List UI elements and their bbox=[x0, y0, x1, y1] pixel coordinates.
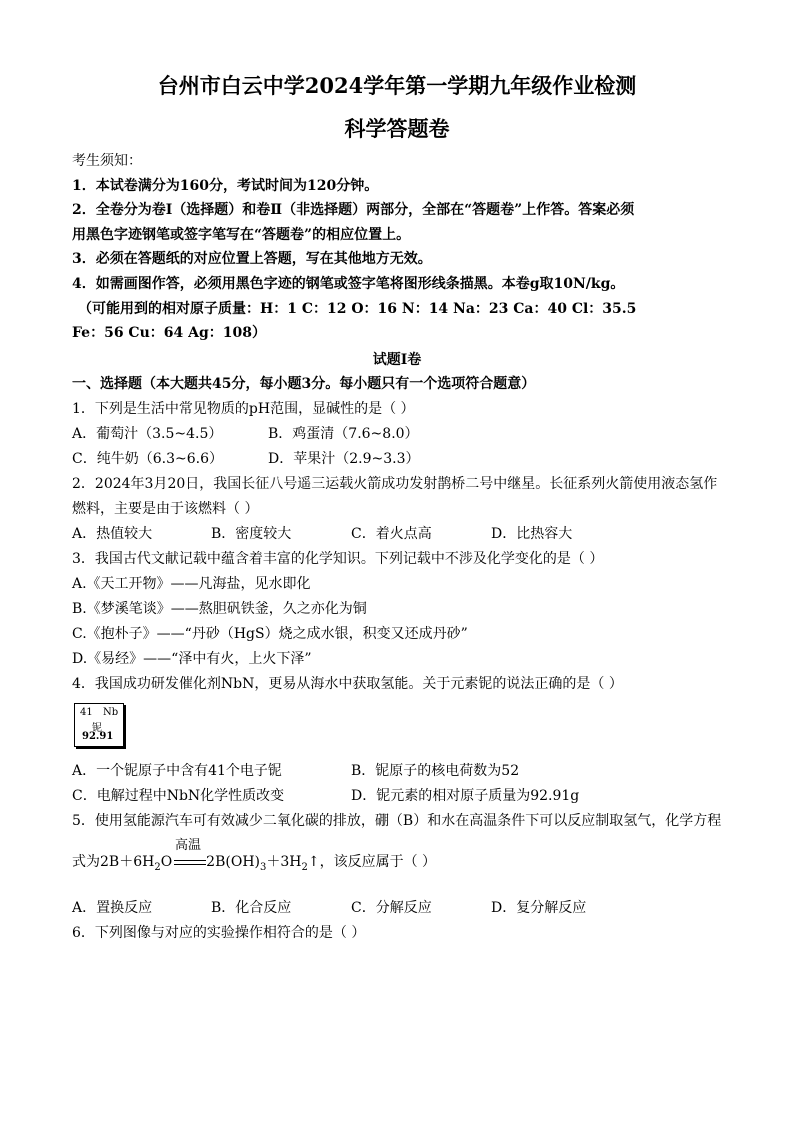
question-2-stem-cont: 燃料，主要是由于该燃料（ ） bbox=[72, 501, 259, 517]
question-2-option-c: C．着火点高 bbox=[351, 526, 432, 542]
equation-product-1-group: (OH) bbox=[225, 854, 260, 870]
page-subtitle: 科学答题卷 bbox=[344, 116, 450, 141]
periodic-table-cell bbox=[74, 703, 124, 747]
question-4-option-b: B．铌原子的核电荷数为52 bbox=[351, 763, 520, 779]
notice-item-1: 1．本试卷满分为160分，考试时间为120分钟。 bbox=[72, 178, 379, 194]
chemical-equation bbox=[72, 851, 436, 873]
notice-heading: 考生须知： bbox=[72, 153, 142, 169]
question-3-option-c: C.《抱朴子》——“丹砂（HgS）烧之成水银，积变又还成丹砂” bbox=[72, 626, 468, 642]
element-name: 铌 bbox=[92, 723, 102, 734]
section-label: 试题Ⅰ卷 bbox=[372, 352, 422, 368]
question-5-option-a: A．置换反应 bbox=[72, 900, 153, 916]
question-2-option-d: D．比热容大 bbox=[491, 526, 573, 542]
gas-arrow: ↑ bbox=[307, 854, 320, 870]
equation-reactants: 2B＋6H bbox=[100, 854, 155, 870]
question-5-stem: 5．使用氢能源汽车可有效减少二氧化碳的排放，硼（B）和水在高温条件下可以反应制取氢气，化学方程 bbox=[72, 813, 722, 829]
question-5-option-d: D．复分解反应 bbox=[491, 900, 587, 916]
question-5-option-b: B．化合反应 bbox=[211, 900, 292, 916]
notice-item-3: 3．必须在答题纸的对应位置上答题，写在其他地方无效。 bbox=[72, 251, 432, 267]
question-4-stem: 4．我国成功研发催化剂NbN，更易从海水中获取氢能。关于元素铌的说法正确的是（ ） bbox=[72, 676, 623, 692]
question-2-option-b: B．密度较大 bbox=[211, 526, 292, 542]
question-2-stem: 2．2024年3月20日，我国长征八号遥三运载火箭成功发射鹊桥二号中继星。长征系列火箭使用液态氢作 bbox=[72, 476, 718, 492]
equation-suffix: ，该反应属于（ ） bbox=[319, 854, 437, 870]
question-4-option-c: C．电解过程中NbN化学性质改变 bbox=[72, 788, 285, 804]
equation-reactant-subscript: 2 bbox=[154, 861, 161, 873]
equation-reactant-tail: O bbox=[160, 854, 173, 870]
atomic-number: 41 bbox=[80, 707, 93, 718]
question-1-option-a: A．葡萄汁（3.5~4.5） bbox=[72, 426, 223, 442]
question-1-option-c: C．纯牛奶（6.3~6.6） bbox=[72, 451, 223, 467]
notice-item-4: 4．如需画图作答，必须用黑色字迹的钢笔或签字笔将图形线条描黑。本卷g取10N/kg。 bbox=[72, 276, 625, 292]
question-5-option-c: C．分解反应 bbox=[351, 900, 432, 916]
question-2-option-a: A．热值较大 bbox=[72, 526, 153, 542]
question-3-option-d: D.《易经》——“泽中有火，上火下泽” bbox=[72, 651, 312, 667]
question-3-stem: 3．我国古代文献记载中蕴含着丰富的化学知识。下列记载中不涉及化学变化的是（ ） bbox=[72, 551, 604, 567]
equation-product-2: ＋3H bbox=[266, 854, 302, 870]
reaction-condition: 高温 bbox=[175, 838, 202, 853]
question-3-option-b: B.《梦溪笔谈》——熬胆矾铁釜，久之亦化为铜 bbox=[72, 601, 367, 617]
equation-prefix: 式为 bbox=[72, 854, 100, 870]
question-1-option-b: B．鸡蛋清（7.6~8.0） bbox=[268, 426, 419, 442]
question-4-option-d: D．铌元素的相对原子质量为92.91g bbox=[351, 788, 580, 804]
question-6-stem: 6．下列图像与对应的实验操作相符合的是（ ） bbox=[72, 925, 366, 941]
section-heading: 一、选择题（本大题共45分，每小题3分。每小题只有一个选项符合题意） bbox=[72, 376, 536, 392]
notice-item-2: 2．全卷分为卷Ⅰ（选择题）和卷Ⅱ（非选择题）两部分，全部在“答题卷”上作答。答案必须 bbox=[72, 202, 635, 218]
question-4-option-a: A．一个铌原子中含有41个电子铌 bbox=[72, 763, 282, 779]
element-symbol: Nb bbox=[103, 707, 119, 718]
question-1-stem: 1．下列是生活中常见物质的pH范围，显碱性的是（ ） bbox=[72, 401, 415, 417]
equation-product-1-subscript: 3 bbox=[260, 861, 267, 873]
page-title: 台州市白云中学2024学年第一学期九年级作业检测 bbox=[157, 73, 637, 98]
equation-product-2-subscript: 2 bbox=[301, 861, 308, 873]
question-3-option-a: A.《天工开物》——凡海盐，见水即化 bbox=[72, 576, 311, 592]
relative-atomic-mass: 92.91 bbox=[82, 731, 114, 742]
atomic-mass-note: （可能用到的相对原子质量：H：1 C：12 O：16 N：14 Na：23 Ca：40 Cl：35.5 bbox=[78, 301, 637, 317]
equation-equals-bar-top bbox=[174, 860, 206, 861]
question-1-option-d: D．苹果汁（2.9~3.3） bbox=[268, 451, 420, 467]
equation-equals-bar-bottom bbox=[174, 864, 206, 865]
equation-product-1: 2B bbox=[206, 854, 226, 870]
atomic-mass-note-cont: Fe：56 Cu：64 Ag：108） bbox=[72, 325, 266, 341]
notice-item-2-cont: 用黑色字迹钢笔或签字笔写在“答题卷”的相应位置上。 bbox=[72, 227, 411, 243]
